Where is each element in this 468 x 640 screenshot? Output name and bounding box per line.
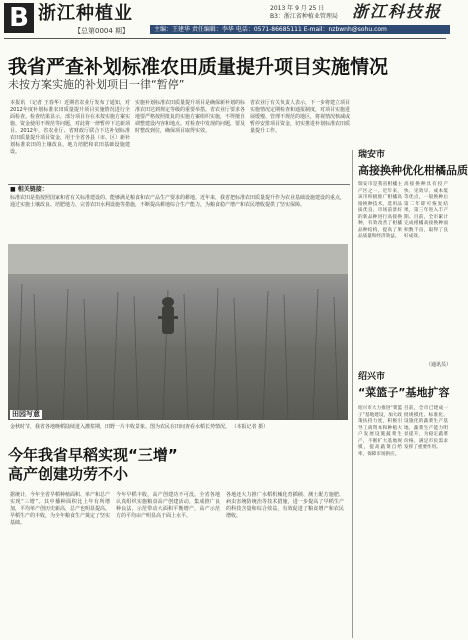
newspaper-logo: 浙江科技报: [352, 2, 443, 21]
rice-field-illustration: [8, 244, 348, 420]
second-headline-line1[interactable]: 今年我省早稻实现“三增”: [8, 446, 178, 464]
edition-label: B3：浙江省种植业管理局: [270, 13, 338, 20]
editor-credits: 主编：王建华 责任编辑：李华 电话：0571-86685111 E-mail：nzbwnh@sohu.com: [154, 26, 387, 33]
sidebar2-column-2: 目前，全市已建成一批规模化、标准化、设施化的蔬菜生产基地，蔬菜生产能力明显提升，为稳定蔬菜价格、满足市民需求发挥了重要作用。: [404, 406, 448, 450]
sidebar-divider: [352, 150, 353, 638]
sidebar-column-2: 高接换种具有投产快、见效早、成本低等优点，一般换种后第二年即可恢复结果，第三年进入丰产期。目前，全市累计完成柑橘高接换种面积数千亩，取得了良好成效。: [404, 182, 448, 239]
issue-date: 2013 年 9 月 25 日: [270, 5, 325, 12]
lead-column-2: 实施补划标准农田质量提升项目是确保新补划的标准农田达到规定等级的重要举措。省农业厅要求各地要严格按照批复的实施方案组织实施，不得擅自调整建设内容和地点。对检查中发现的问题，要及时整改到位，确保项目取得实效。: [135, 100, 246, 134]
second-headline-line2[interactable]: 高产创建功劳不小: [8, 465, 129, 483]
lead-column-3: 省农业厅有关负责人表示，下一步将建立项目实施情况定期检查和通报制度，对项目实施进展缓慢、管理不规范的地区，将视情况核减或暂停安排项目资金，切实推进补划标准农田质量提升工作。: [250, 100, 351, 134]
sidebar-headline[interactable]: 高接换种优化柑橘品质: [358, 164, 468, 177]
sidebar-byline: （通讯员）: [426, 362, 452, 368]
sidebar2-column-1: 绍兴市大力推进“菜篮子”基地建设，加大政策扶持力度，积极引导工商资本和种植大户发展设施蔬菜生产，不断扩大基地规模，提高蔬菜自给率，保障市场供应。: [358, 406, 402, 457]
related-link-text: 标准农田是指按照国家和省有关标准建设的、能够满足粮食和农产品生产要求的耕地。近年来，我省把标准农田质量提升作为农业基础设施建设的重点，通过实施土壤改良、培肥地力、完善农田水利设施等措施，不断提高耕地综合生产能力，为粮食稳产增产和农民增收提供了坚实保障。: [10, 195, 346, 208]
section-title: 浙江种植业: [38, 3, 133, 24]
page-number-label: 【总第0004 期】: [74, 27, 130, 35]
sidebar2-region-label: 绍兴市: [358, 372, 386, 382]
lead-headline[interactable]: 我省严查补划标准农田质量提升项目实施情况: [8, 56, 389, 78]
masthead-divider: [4, 38, 446, 39]
photo-caption: 金秋时节，我省各地晚稻陆续进入灌浆期，田野一片丰收景象。图为农民在田间查看水稻长势情况。 （本报记者 摄）: [10, 424, 269, 430]
second-column-2: 今年早稻丰收，高产创建功不可没。全省各地认真组织实施粮食高产创建活动，集成推广良种良法，示范带动大面积平衡增产，高产示范方的平均亩产明显高于面上水平。: [116, 492, 220, 519]
related-link-title: ■ 相关链接：: [10, 186, 48, 193]
rice-field-photo[interactable]: [8, 244, 348, 420]
sidebar2-headline[interactable]: “菜篮子”基地扩容: [358, 386, 450, 399]
sidebar-column-1: 瑞安市是我省柑橘主产区之一。近年来，该市积极推广柑橘高接换种技术，选用品质优良、市场前景好的新品种进行高接换种，有效改善了柑橘品种结构，提高了果品质量和经济效益。: [358, 182, 402, 239]
lead-column-1: 本报讯 （记者 王春华）近期省农业厅发布了通知，对2012年度补划标准农田质量提升项目实施情况进行全面检查。检查结果显示，部分项目存在未按实施方案实施、资金使用不规范等问题，对此将一律暂停下达新项目。2012年，省农业厅、省财政厅联合下达补划标准农田质量提升项目资金，用于全省各县（市、区）新补划标准农田的土壤改良、地力培肥和农田基础设施建设。: [10, 100, 131, 155]
second-column-1: 据统计，今年全省早稻种植面积、单产和总产实现“三增”。其中播种面积比上年有所增加，平均单产创历史新高，总产也明显提高。早稻生产的丰收，为全年粮食生产奠定了坚实基础。: [10, 492, 111, 526]
section-letter-badge: B: [4, 3, 34, 33]
lead-subhead: 未按方案实施的补划项目一律“暂停”: [8, 78, 185, 91]
sidebar-region-label: 瑞安市: [358, 150, 386, 160]
second-column-3: 各地还大力推广水稻机械化育插秧、测土配方施肥、病虫害统防统治等技术措施，进一步提高了早稻生产的科技含量和综合效益，有效促进了粮食增产和农民增收。: [226, 492, 344, 519]
photo-tag: 田园写意: [12, 410, 40, 418]
